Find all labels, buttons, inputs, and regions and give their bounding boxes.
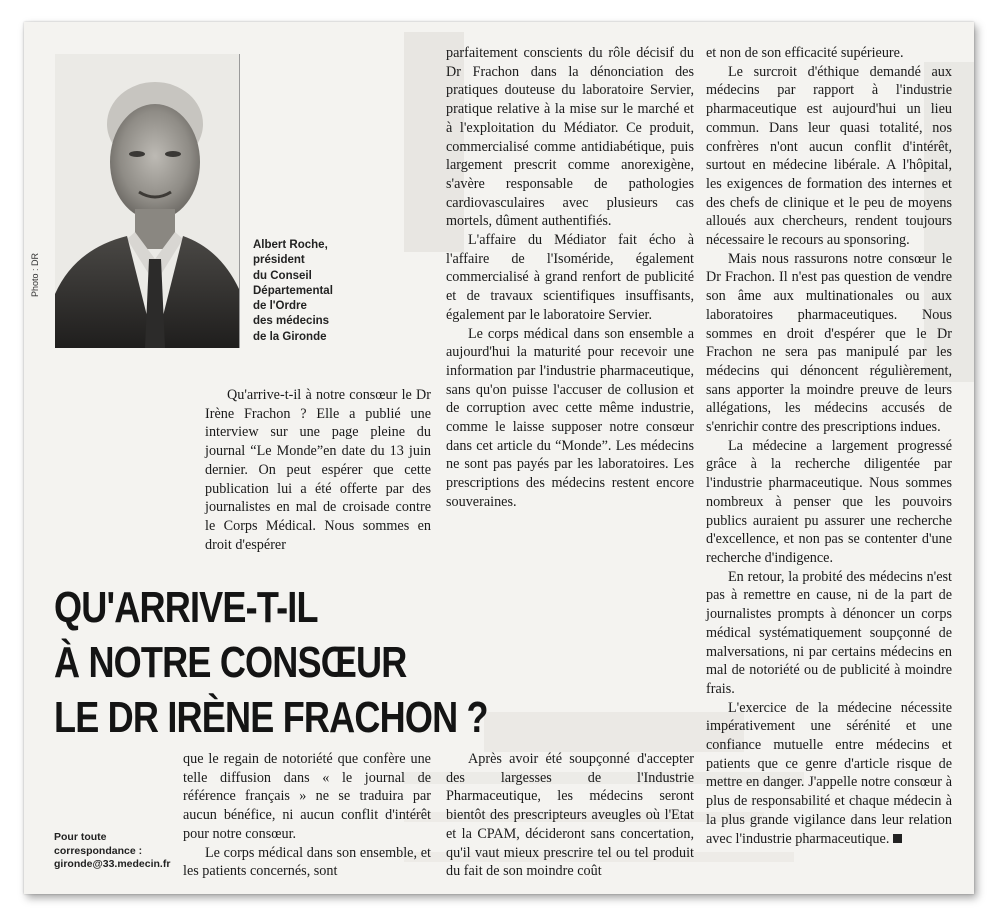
paragraph: et non de son efficacité supérieure. xyxy=(706,45,904,61)
paragraph: Mais nous rassurons notre consœur le Dr Frachon. Il n'est pas question de vendre son âme aux multinationales ou aux laboratoires pharmaceutiques. Nous sommes en droit d'espérer que le Dr Frachon ne sera pas manipulé par les médecins qui dénoncent régulièrement, sans apporter la moindre preuve de leurs allégations, les médecins accusés de s'enrichir contre des prescriptions indues. xyxy=(706,250,952,436)
contact-line: Pour toute xyxy=(54,831,107,843)
article-column-1-top xyxy=(205,386,431,554)
caption-line: des médecins xyxy=(253,315,330,328)
article-column-2-top xyxy=(446,44,694,512)
paragraph: parfaitement conscients du rôle décisif du Dr Frachon dans la dénonciation des pratiques douteuse du laboratoire Servier, pratique relative à la mise sur le marché et à l'exploitation du Médiator. Ce produit, commercialisé comme antidiabétique, puis largement prescrit comme anorexigène, s'avère responsable de pathologies cardiovasculaires avec plusieurs cas mortels, dûment authentifiés. xyxy=(446,45,694,230)
headline-line: LE DR IRÈNE FRACHON ? xyxy=(54,693,488,742)
end-of-article-mark xyxy=(893,834,902,843)
caption-line: Albert Roche, xyxy=(253,239,328,251)
caption-line: Départemental xyxy=(253,284,333,297)
photo-credit: Photo : DR xyxy=(30,252,40,297)
article-column-1-bottom xyxy=(183,750,431,881)
photo-caption xyxy=(253,238,363,345)
paragraph: Après avoir été soupçonné d'accepter des largesses de l'Industrie Pharmaceutique, les médecins seront bientôt des prescripteurs aveugles où l'Etat et la CPAM, décideront sans concertation, qu'il vaut mieux prescrire tel ou tel produit du fait de son moindre coût xyxy=(446,751,694,880)
caption-line: de la Gironde xyxy=(253,330,327,343)
caption-line: du Conseil xyxy=(253,269,312,282)
caption-line: de l'Ordre xyxy=(253,300,307,313)
paragraph-text: L'exercice de la médecine nécessite impérativement une sérénité et une confiance mutuelle entre médecins et patients que ce genre d'article risque de mettre en danger. J'appelle notre consœur à plus de responsabilité et chaque médecin à la plus grande vigilance dans leur relation avec l'industrie pharmaceutique. xyxy=(706,699,952,847)
correspondence-contact xyxy=(54,831,204,872)
caption-line: président xyxy=(253,254,305,267)
headline-line: QU'ARRIVE-T-IL xyxy=(54,583,318,632)
paragraph: Qu'arrive-t-il à notre consœur le Dr Irène Frachon ? Elle a publié une interview sur une page pleine du journal “Le Monde”en date du 13 juin dernier. On peut espérer que cette publication lui a été offerte par des journalistes en mal de croisade contre le Corps Médical. Nous sommes en droit d'espérer xyxy=(205,387,431,553)
paragraph-final xyxy=(706,699,952,849)
article-headline xyxy=(54,580,488,745)
author-photo xyxy=(55,54,240,348)
paragraph: que le regain de notoriété que confère une telle diffusion dans « le journal de référence français » ne se traduira par aucun bénéfice, ni aucun conflit d'intérêt pour notre consœur. xyxy=(183,751,431,842)
portrait-illustration xyxy=(55,54,239,348)
paragraph: Le surcroit d'éthique demandé aux médecins par rapport à l'industrie pharmaceutique est aujourd'hui un lieu commun. Dans leur quasi totalité, nos confrères n'ont aucun conflit d'intérêt, surtout en médecine libérale. A l'hôpital, les exigences de formation des internes et des chefs de clinique et le peu de moyens alloués aux chercheurs, rendent toujours nécessaire le recours au sponsoring. xyxy=(706,63,952,249)
paragraph: En retour, la probité des médecins n'est pas à remettre en cause, ni de la part de journalistes prompts à dénoncer un corps médical systématiquement soupçonné de malversations, ni par certains médecins en mal de notoriété ou de publicité à moindre frais. xyxy=(706,568,952,697)
newspaper-page xyxy=(24,22,974,894)
article-column-2-bottom xyxy=(446,750,694,881)
contact-email[interactable]: gironde@33.medecin.fr xyxy=(54,858,171,870)
paragraph: La médecine a largement progressé grâce à la recherche diligentée par l'industrie pharmaceutique. Nous sommes nombreux à penser que les pouvoirs publics auraient pu assurer une recherche d'excellence, et non pas se contenter d'une recherche d'indigence. xyxy=(706,437,952,566)
paragraph: L'affaire du Médiator fait écho à l'affaire de l'Isoméride, également commercialisé à grand renfort de publicité et de travaux scientifiques insuffisants, également par le laboratoire Servier. xyxy=(446,232,694,323)
paragraph: Le corps médical dans son ensemble, et les patients concernés, sont xyxy=(183,844,431,880)
article-column-3 xyxy=(706,44,952,848)
headline-line: À NOTRE CONSŒUR xyxy=(54,638,407,687)
contact-line: correspondance : xyxy=(54,844,143,857)
paragraph: Le corps médical dans son ensemble a aujourd'hui la maturité pour recevoir une information par l'industrie pharmaceutique, sans qu'on puisse l'accuser de collusion et de corruption avec cette même industrie, comme le laisse supposer notre consœur dans cet article du “Monde”. Les médecins ne sont pas payés par les laboratoires. Les prescriptions des médecins restent encore souveraines. xyxy=(446,325,694,510)
